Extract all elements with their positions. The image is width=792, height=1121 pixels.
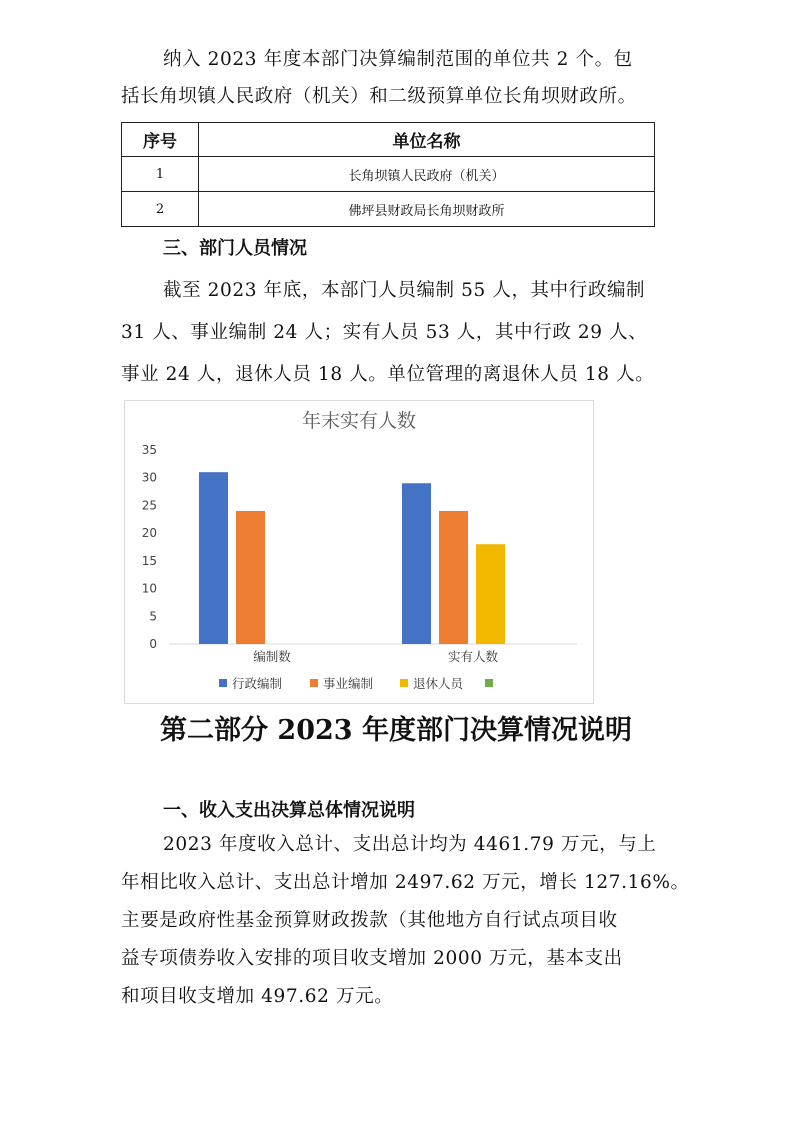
col-header-name: 单位名称	[199, 123, 655, 157]
table-row	[122, 192, 655, 227]
staff-line-2: 31 人、事业编制 24 人；实有人员 53 人，其中行政 29 人、	[121, 322, 648, 343]
legend-label: 行政编制	[232, 676, 283, 691]
staff-line-1: 截至 2023 年底，本部门人员编制 55 人，其中行政编制	[163, 280, 646, 301]
y-tick-label: 5	[149, 609, 157, 624]
category-labels	[253, 649, 498, 664]
table-row	[122, 157, 655, 192]
category-label: 编制数	[253, 649, 291, 664]
intro-line-1: 纳入 2023 年度本部门决算编制范围的单位共 2 个。包	[163, 49, 633, 70]
chart-canvas	[125, 401, 593, 703]
row-number: 2	[122, 192, 199, 227]
income-line-2: 年相比收入总计、支出总计增加 2497.62 万元，增长 127.16%。	[121, 872, 690, 893]
y-tick-label: 10	[141, 581, 157, 596]
legend-swatch	[310, 679, 318, 687]
bar-1-2	[402, 483, 431, 644]
legend-swatch	[485, 679, 493, 687]
row-unit-name: 佛坪县财政局长角坝财政所	[199, 192, 655, 227]
section-heading-staff: 三、部门人员情况	[163, 238, 307, 259]
income-line-4: 益专项债券收入安排的项目收支增加 2000 万元，基本支出	[121, 948, 623, 969]
row-number: 1	[122, 157, 199, 192]
table-header-row	[122, 123, 655, 157]
y-axis-ticks	[142, 443, 157, 651]
legend-swatch	[400, 679, 408, 687]
y-tick-label: 20	[141, 526, 157, 541]
staff-bar-chart	[124, 400, 594, 704]
income-line-3: 主要是政府性基金预算财政拨款（其他地方自行试点项目收	[121, 910, 618, 931]
col-header-no: 序号	[122, 123, 199, 157]
section-heading-income: 一、收入支出决算总体情况说明	[163, 800, 415, 821]
intro-line-2: 括长角坝镇人民政府（机关）和二级预算单位长角坝财政所。	[121, 86, 637, 107]
unit-table	[121, 122, 655, 227]
income-line-5: 和项目收支增加 497.62 万元。	[121, 986, 394, 1007]
chart-legend	[219, 676, 493, 691]
bar-2-1	[236, 511, 265, 644]
bar-2-2	[439, 511, 468, 644]
y-tick-label: 25	[141, 498, 157, 513]
bars-group	[199, 472, 505, 644]
staff-line-3: 事业 24 人，退休人员 18 人。单位管理的离退休人员 18 人。	[121, 364, 655, 385]
chart-title: 年末实有人数	[301, 410, 417, 432]
legend-label: 事业编制	[323, 676, 374, 691]
y-tick-label: 0	[149, 637, 157, 651]
y-tick-label: 35	[141, 443, 157, 457]
part-two-title: 第二部分 2023 年度部门决算情况说明	[160, 715, 632, 746]
bar-3-2	[476, 544, 505, 644]
category-label: 实有人数	[447, 649, 499, 664]
legend-label: 退休人员	[413, 676, 464, 691]
bar-1-1	[199, 472, 228, 644]
y-tick-label: 30	[141, 470, 157, 485]
y-tick-label: 15	[141, 553, 157, 568]
legend-swatch	[219, 679, 227, 687]
income-line-1: 2023 年度收入总计、支出总计均为 4461.79 万元，与上	[163, 834, 657, 855]
row-unit-name: 长角坝镇人民政府（机关）	[199, 157, 655, 192]
